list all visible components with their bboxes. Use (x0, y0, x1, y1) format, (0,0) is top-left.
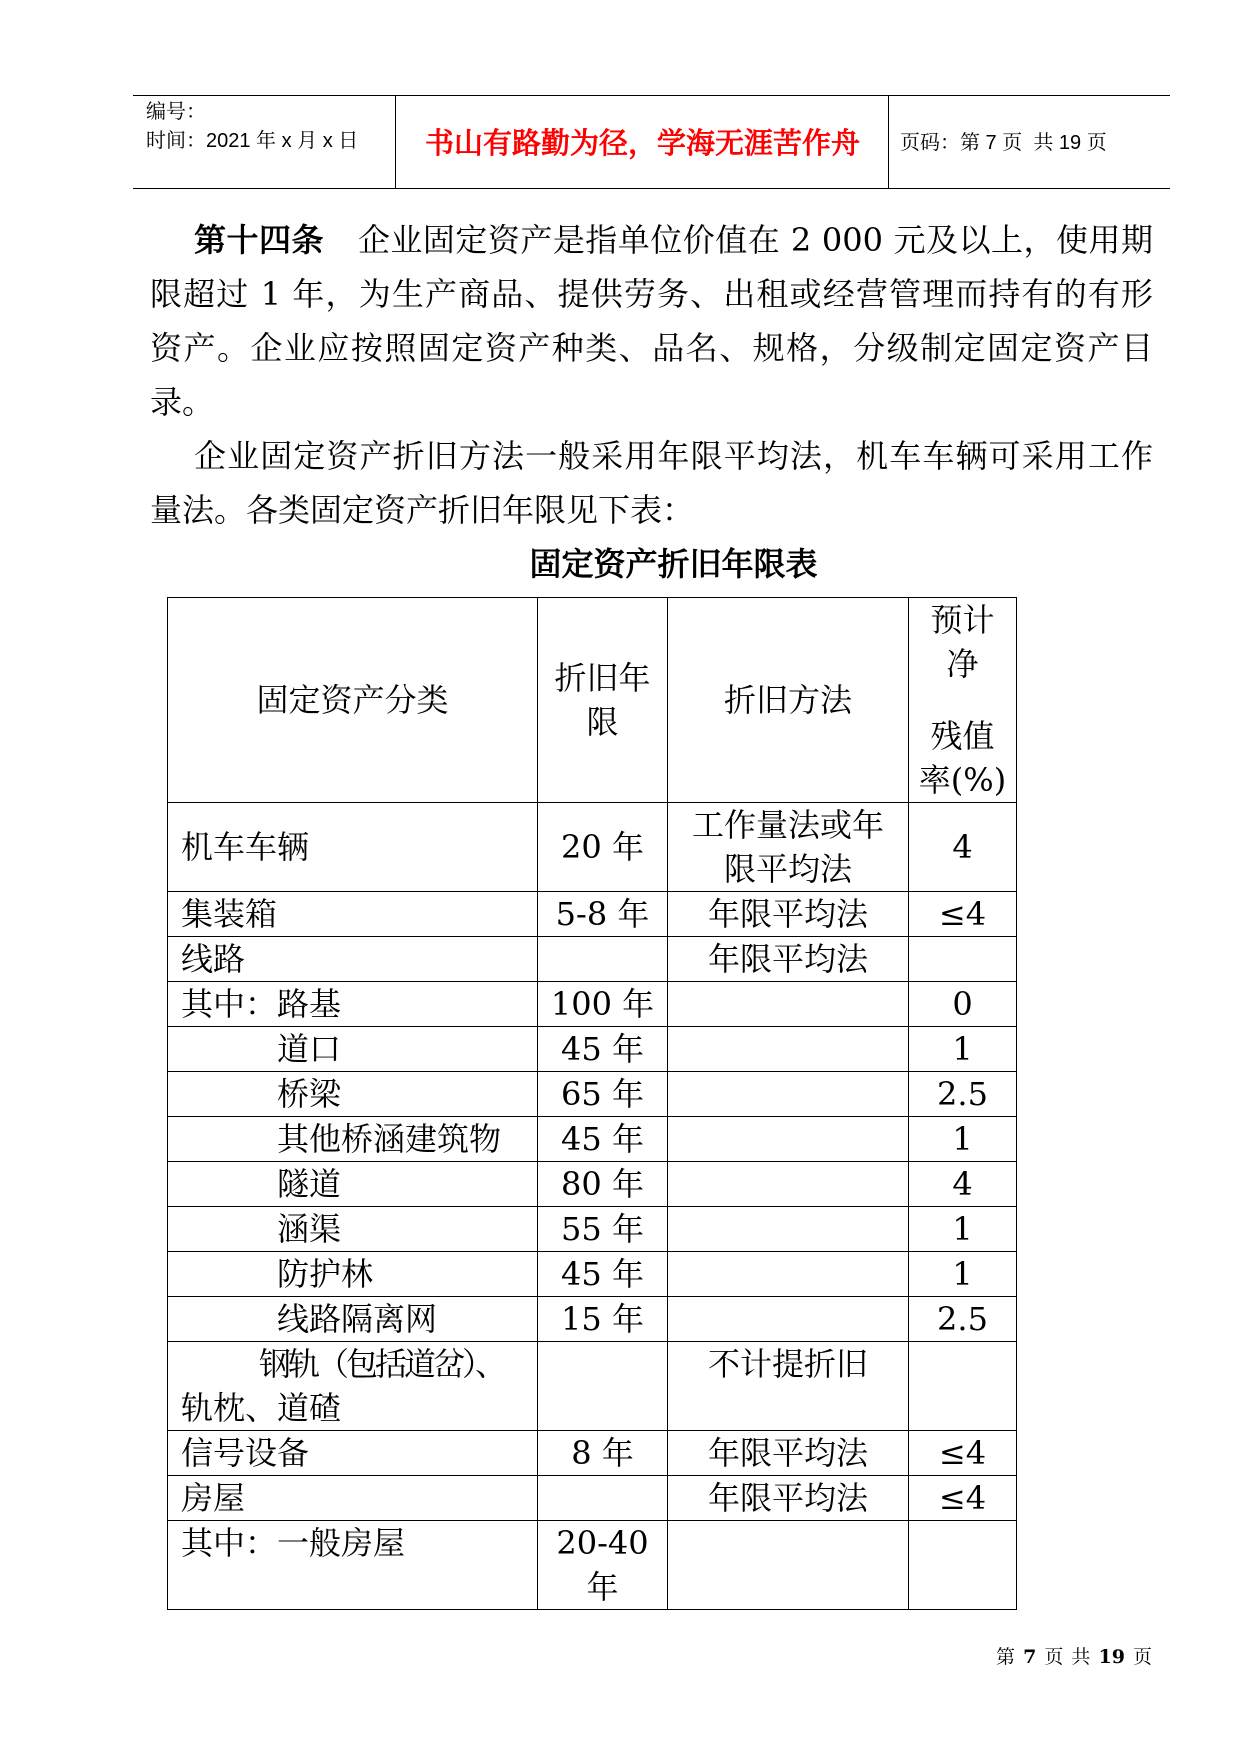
column-header-residual-line: 率(%) (918, 761, 1007, 799)
article-body (150, 213, 1153, 537)
footer-page-number: 7 (1023, 1646, 1037, 1668)
column-header-residual-line: 净 (946, 645, 979, 683)
header-motto: 书山有路勤为径，学海无涯苦作舟 (424, 126, 860, 160)
table-row (168, 1117, 1017, 1162)
cell-method-text: 年限平均法 (707, 1479, 868, 1517)
cell-method (668, 1521, 909, 1610)
table-row (168, 937, 1017, 982)
cell-residual (909, 1027, 1017, 1072)
cell-years (538, 1297, 668, 1342)
cell-category-text: 机车车辆 (181, 828, 310, 866)
cell-category-text: 线路隔离网 (277, 1300, 438, 1338)
cell-residual (909, 1162, 1017, 1207)
cell-residual-text: 4 (952, 828, 973, 866)
cell-years-line: 年 (586, 1568, 619, 1606)
cell-category (168, 1431, 538, 1476)
cell-category-text: 集装箱 (181, 895, 278, 933)
paragraph-2-line: 企业固定资产折旧方法一般采用年限平均法，机车车辆可采用工作 (194, 437, 1153, 475)
cell-method (668, 1342, 909, 1431)
cell-category (168, 1027, 538, 1072)
footer-page-word: 页 (1044, 1646, 1064, 1668)
cell-category (168, 1072, 538, 1117)
cell-method-text: 不计提折旧 (707, 1345, 868, 1383)
cell-years-text: 8 年 (571, 1434, 634, 1472)
cell-category-text: 其中：路基 (181, 985, 342, 1023)
cell-years-text: 100 年 (550, 985, 655, 1023)
paragraph-1-line (150, 213, 1153, 267)
header-page-info: 页码：第 7 页 共 19 页 (900, 132, 1107, 154)
cell-residual-text: 1 (952, 1030, 973, 1068)
cell-category-text: 其他桥涵建筑物 (277, 1120, 502, 1158)
cell-residual (909, 1072, 1017, 1117)
cell-category (168, 1162, 538, 1207)
column-header-residual-gap (909, 686, 1016, 714)
cell-years (538, 1476, 668, 1521)
depreciation-table (167, 597, 1017, 1610)
cell-category (168, 892, 538, 937)
column-header-residual (909, 598, 1017, 803)
cell-category-text: 其中：一般房屋 (181, 1524, 406, 1562)
cell-method (668, 1431, 909, 1476)
cell-category (168, 982, 538, 1027)
table-row (168, 1207, 1017, 1252)
cell-years (538, 937, 668, 982)
cell-years-text: 65 年 (561, 1075, 644, 1113)
cell-method (668, 1297, 909, 1342)
paragraph-2-line: 量法。各类固定资产折旧年限见下表： (150, 491, 695, 529)
table-row (168, 1162, 1017, 1207)
header-top-rule (133, 95, 1170, 96)
cell-category (168, 1207, 538, 1252)
cell-years-text: 15 年 (561, 1300, 644, 1338)
cell-category (168, 937, 538, 982)
cell-method (668, 1476, 909, 1521)
paragraph-1-text: 企业固定资产是指单位价值在 2 000 元及以上，使用期 (357, 221, 1153, 259)
table-row (168, 1342, 1017, 1431)
cell-residual-text: 4 (952, 1165, 973, 1203)
paragraph-1-line: 资产。企业应按照固定资产种类、品名、规格，分级制定固定资产目 (150, 329, 1153, 367)
cell-residual (909, 1117, 1017, 1162)
column-header-years-line: 限 (586, 703, 619, 741)
cell-residual (909, 1252, 1017, 1297)
cell-category (168, 1521, 538, 1610)
column-header-method (668, 598, 909, 803)
table-header-row (168, 598, 1017, 803)
cell-method-text: 年限平均法 (707, 940, 868, 978)
cell-residual (909, 1297, 1017, 1342)
cell-residual (909, 892, 1017, 937)
column-header-years-line: 折旧年 (554, 659, 651, 697)
table-row (168, 1476, 1017, 1521)
column-header-category-label: 固定资产分类 (256, 681, 449, 719)
header-number-label: 编号： (146, 101, 206, 123)
cell-category (168, 1297, 538, 1342)
cell-residual (909, 982, 1017, 1027)
cell-years-text: 45 年 (561, 1255, 644, 1293)
cell-method-line: 工作量法或年 (691, 806, 884, 844)
cell-category-text: 道口 (277, 1030, 342, 1068)
cell-category (168, 1117, 538, 1162)
cell-method (668, 1072, 909, 1117)
table-row (168, 892, 1017, 937)
table-row (168, 1297, 1017, 1342)
cell-residual (909, 937, 1017, 982)
cell-years (538, 1207, 668, 1252)
table-title: 固定资产折旧年限表 (529, 545, 818, 583)
cell-years-text: 45 年 (561, 1030, 644, 1068)
table-row (168, 1431, 1017, 1476)
cell-method (668, 892, 909, 937)
table-row (168, 1521, 1017, 1610)
column-header-residual-line: 残值 (930, 717, 995, 755)
cell-category (168, 1342, 538, 1431)
cell-method (668, 1252, 909, 1297)
page-footer (995, 1645, 1153, 1669)
table-row (168, 803, 1017, 892)
cell-residual (909, 803, 1017, 892)
cell-category-text: 线路 (181, 940, 246, 978)
cell-method-text: 年限平均法 (707, 1434, 868, 1472)
cell-method-text: 年限平均法 (707, 895, 868, 933)
cell-years-text: 55 年 (561, 1210, 644, 1248)
cell-category-line: 轨枕、道碴 (181, 1389, 342, 1427)
cell-category (168, 1252, 538, 1297)
cell-method (668, 937, 909, 982)
cell-residual (909, 1476, 1017, 1521)
cell-residual (909, 1207, 1017, 1252)
cell-years-text: 45 年 (561, 1120, 644, 1158)
cell-years (538, 1252, 668, 1297)
cell-method-line: 限平均法 (723, 850, 852, 888)
cell-years (538, 892, 668, 937)
cell-method (668, 1117, 909, 1162)
cell-category (168, 803, 538, 892)
column-header-category (168, 598, 538, 803)
table-row (168, 1252, 1017, 1297)
cell-years-text: 20 年 (561, 828, 644, 866)
cell-method (668, 803, 909, 892)
column-header-years (538, 598, 668, 803)
cell-residual-text: 1 (952, 1120, 973, 1158)
cell-category-text: 涵渠 (277, 1210, 342, 1248)
table-row (168, 1072, 1017, 1117)
cell-residual-text: 1 (952, 1255, 973, 1293)
cell-category-text: 桥梁 (277, 1075, 342, 1113)
cell-years (538, 1162, 668, 1207)
cell-residual (909, 1342, 1017, 1431)
cell-residual-text: ≤4 (938, 1479, 987, 1517)
article-label: 第十四条 (194, 221, 324, 259)
footer-page-prefix: 第 (996, 1646, 1016, 1668)
cell-category-text: 信号设备 (181, 1434, 310, 1472)
cell-residual-text: 2.5 (937, 1300, 988, 1338)
table-row (168, 1027, 1017, 1072)
cell-residual-text: ≤4 (938, 1434, 987, 1472)
cell-years (538, 1117, 668, 1162)
cell-years-line: 20-40 (556, 1524, 649, 1562)
footer-page-suffix: 页 (1132, 1646, 1152, 1668)
column-header-residual-line: 预计 (930, 601, 995, 639)
cell-years (538, 803, 668, 892)
paragraph-1-line: 录。 (150, 383, 215, 421)
cell-residual-text: 1 (952, 1210, 973, 1248)
cell-residual-text: 2.5 (937, 1075, 988, 1113)
cell-years-text: 5-8 年 (555, 895, 650, 933)
cell-years-text: 80 年 (561, 1165, 644, 1203)
cell-residual-text: ≤4 (938, 895, 987, 933)
cell-years (538, 1072, 668, 1117)
cell-years (538, 1342, 668, 1431)
footer-total-prefix: 共 (1071, 1646, 1091, 1668)
cell-category-text: 防护林 (277, 1255, 374, 1293)
cell-method (668, 1162, 909, 1207)
cell-years (538, 1521, 668, 1610)
cell-method (668, 1207, 909, 1252)
cell-residual (909, 1431, 1017, 1476)
cell-category-text: 隧道 (277, 1165, 342, 1203)
cell-residual (909, 1521, 1017, 1610)
cell-residual-text: 0 (952, 985, 973, 1023)
cell-method (668, 982, 909, 1027)
header-time-label: 时间：2021 年 x 月 x 日 (146, 130, 359, 152)
cell-method (668, 1027, 909, 1072)
cell-category-text: 房屋 (181, 1479, 246, 1517)
table-row (168, 982, 1017, 1027)
cell-category-line: 钢轨（包括道岔）、 (259, 1345, 505, 1383)
footer-total-pages: 19 (1098, 1646, 1125, 1668)
cell-years (538, 1431, 668, 1476)
header-bottom-rule (133, 188, 1170, 189)
cell-years (538, 1027, 668, 1072)
paragraph-1-line: 限超过 1 年，为生产商品、提供劳务、出租或经营管理而持有的有形 (150, 275, 1153, 313)
cell-category (168, 1476, 538, 1521)
column-header-method-label: 折旧方法 (723, 681, 852, 719)
cell-years (538, 982, 668, 1027)
